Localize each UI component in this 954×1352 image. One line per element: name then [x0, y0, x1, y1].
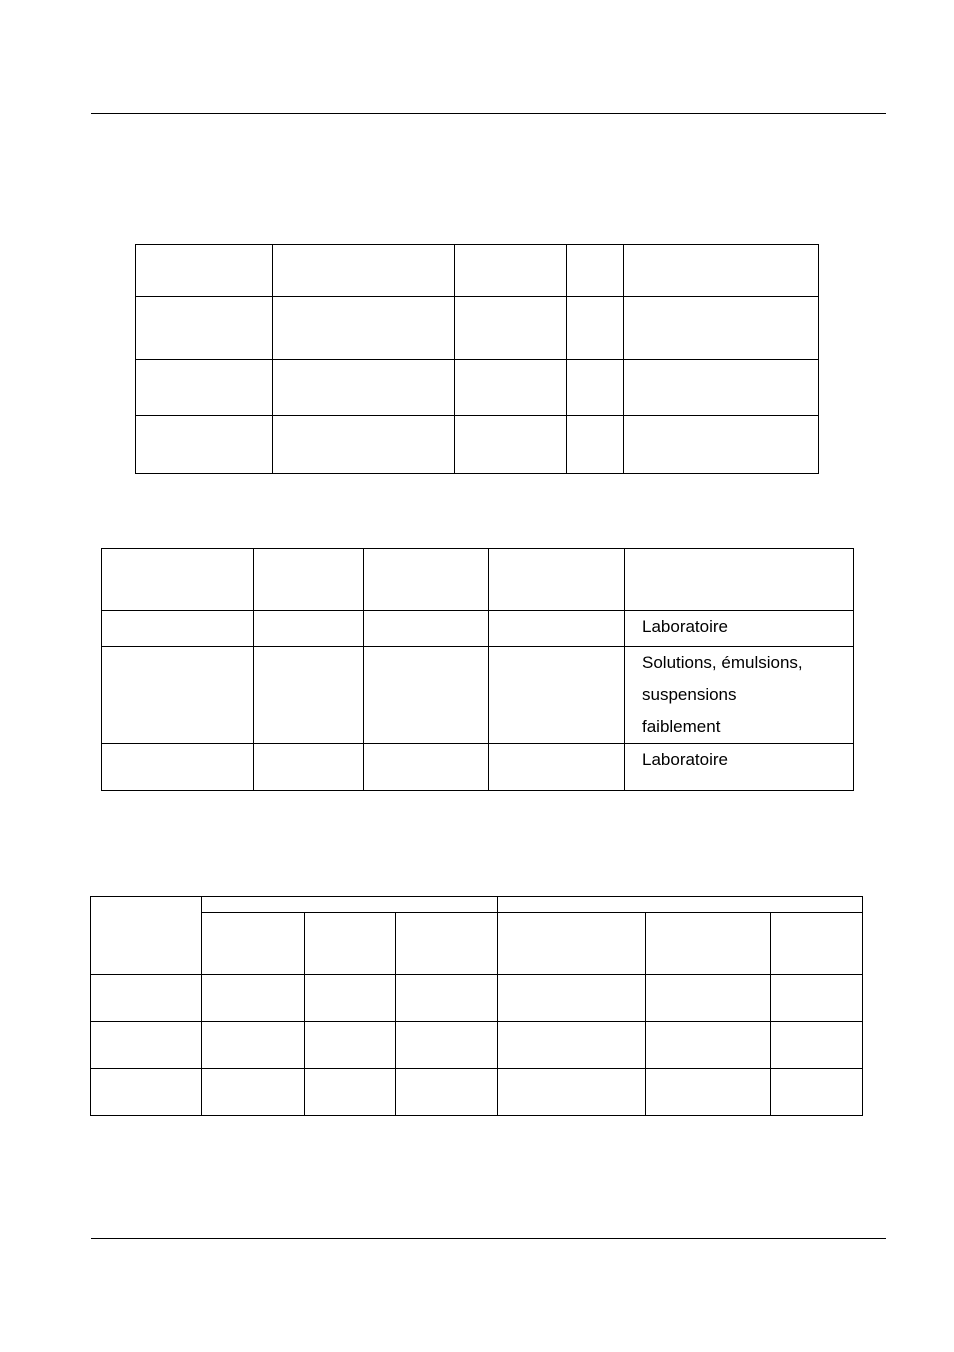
table-row [102, 647, 854, 744]
table-cell [489, 611, 625, 647]
table-cell [567, 360, 624, 416]
table-cell [455, 245, 567, 297]
table-cell [136, 360, 273, 416]
table-header-row [91, 897, 863, 913]
table-cell [136, 297, 273, 360]
table-header-cell [498, 913, 646, 975]
table-cell [305, 975, 396, 1022]
table-cell [567, 416, 624, 474]
table-row [136, 297, 819, 360]
table-cell [396, 1022, 498, 1069]
cell-text-line: Solutions, émulsions, [642, 653, 803, 672]
table-header-group [498, 897, 863, 913]
table-cell [625, 647, 854, 744]
table-cell [625, 611, 854, 647]
table-cell [624, 416, 819, 474]
table-cell [254, 611, 364, 647]
table-row [136, 416, 819, 474]
table-header-cell [646, 913, 771, 975]
table-row [102, 549, 854, 611]
table-header-cell [202, 913, 305, 975]
table-cell [567, 297, 624, 360]
cell-text-laboratoire: Laboratoire [642, 617, 729, 636]
table-cell [364, 647, 489, 744]
table-cell [498, 1022, 646, 1069]
table-cell [102, 744, 254, 791]
table-cell [102, 611, 254, 647]
table-3 [90, 896, 863, 1116]
table-cell [305, 1022, 396, 1069]
table-cell [624, 245, 819, 297]
table-cell [364, 744, 489, 791]
cell-text-laboratoire: Laboratoire [642, 750, 729, 769]
table-cell [624, 360, 819, 416]
table-cell [771, 1069, 863, 1116]
table-2 [101, 548, 854, 791]
table-cell [254, 549, 364, 611]
table-row [91, 1022, 863, 1069]
cell-text-line: suspensions [642, 685, 737, 704]
table-cell [305, 1069, 396, 1116]
table-cell [102, 549, 254, 611]
table-cell [254, 647, 364, 744]
table-cell [273, 245, 455, 297]
table-row [102, 611, 854, 647]
table-row [136, 245, 819, 297]
cell-text-line: faiblement [642, 717, 721, 736]
table-cell [202, 1022, 305, 1069]
table-row [136, 360, 819, 416]
table-row [91, 975, 863, 1022]
table-cell [364, 549, 489, 611]
table-header-cell [91, 897, 202, 975]
table-cell [136, 416, 273, 474]
table-cell [489, 647, 625, 744]
table-cell [396, 975, 498, 1022]
table-cell [625, 549, 854, 611]
table-cell [771, 975, 863, 1022]
table-cell [364, 611, 489, 647]
table-cell [136, 245, 273, 297]
table-cell [396, 1069, 498, 1116]
table-cell [625, 744, 854, 791]
header-rule [91, 113, 886, 114]
table-cell [273, 416, 455, 474]
table-cell [498, 1069, 646, 1116]
table-1 [135, 244, 819, 474]
table-cell [91, 975, 202, 1022]
table-cell [489, 744, 625, 791]
table-cell [91, 1069, 202, 1116]
footer-rule [91, 1238, 886, 1239]
table-header-group [202, 897, 498, 913]
table-header-row [91, 913, 863, 975]
table-cell [567, 245, 624, 297]
table-cell [202, 1069, 305, 1116]
table-cell [91, 1022, 202, 1069]
table-cell [455, 360, 567, 416]
table-cell [771, 1022, 863, 1069]
table-cell [498, 975, 646, 1022]
table-cell [455, 416, 567, 474]
table-header-cell [771, 913, 863, 975]
table-cell [455, 297, 567, 360]
table-cell [102, 647, 254, 744]
table-cell [202, 975, 305, 1022]
table-cell [646, 975, 771, 1022]
table-row [91, 1069, 863, 1116]
table-header-cell [396, 913, 498, 975]
table-cell [273, 297, 455, 360]
table-cell [646, 1069, 771, 1116]
table-cell [254, 744, 364, 791]
table-row [102, 744, 854, 791]
table-cell [646, 1022, 771, 1069]
table-header-cell [305, 913, 396, 975]
table-cell [624, 297, 819, 360]
table-cell [489, 549, 625, 611]
table-cell [273, 360, 455, 416]
